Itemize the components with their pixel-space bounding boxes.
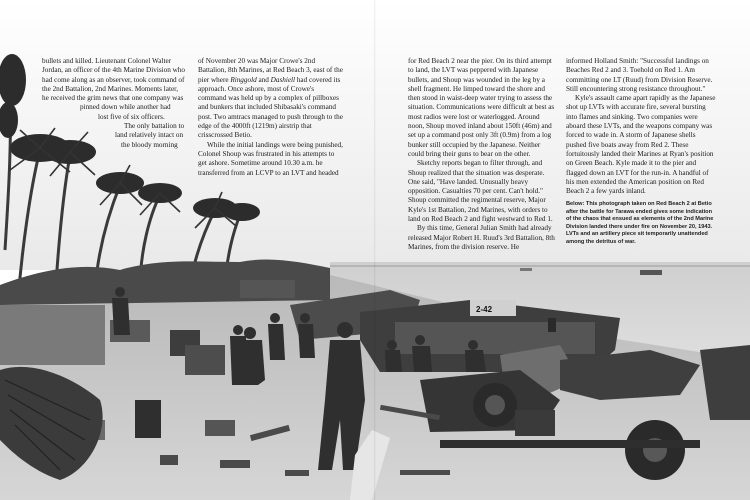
vehicle-marking: 2-42 xyxy=(476,305,493,314)
text-line: bullets and killed. Lieutenant Colonel Walter xyxy=(42,57,172,65)
text-line: the 2nd Battalion, 2nd Marines. Moments later, xyxy=(42,84,179,93)
caption-lead: Below: xyxy=(566,201,585,207)
caption-text: This photograph taken on Red Beach 2 at Betio after the battle for Tarawa ended gives some indication of the chaos that ensued as elements of the 2nd Marine Division landed there under fire on November 20, 1943. LVTs and an artillery piece sit temporarily unattended among the detritus of war. xyxy=(566,201,714,245)
text-column-2 xyxy=(198,57,344,178)
text-column-4 xyxy=(566,57,716,196)
text-column-3 xyxy=(408,57,556,252)
text-line: he received the grim news that one company was xyxy=(42,94,184,103)
paragraph: Sketchy reports began to filter through, and Shoup realized that the situation was desperate. One said, "Have landed. Unusually heavy opposition. Casualties 70 per cent. Can't hold." Shoup committed the regimental reserve, Major Kyle's 1st Battalion, 2nd Marines, with orders to land on Red Beach 2 and fight westward to Red 1. xyxy=(408,159,553,224)
paragraph: for Red Beach 2 near the pier. On its third attempt to land, the LVT was peppered with Japanese bullets, and Shoup was wounded in the leg by a shell fragment. He limped toward the shore and then stood in waist-deep water trying to assess the situation. Communications were difficult at best as most radios were lost or waterlogged. Around noon, Shoup moved inland about 150ft (46m) and set up a command post only 3ft (0.9m) from a log bunker still occupied by the Japanese. Neither could bring their guns to bear on the other. xyxy=(408,57,555,158)
text-column-1 xyxy=(42,57,184,150)
text-line: had come along as an observer, took command of xyxy=(42,75,185,84)
text-line: land relatively intact on xyxy=(115,131,184,140)
text-line: The only battalion to xyxy=(124,122,185,131)
ship-name: Dashiell xyxy=(270,75,296,84)
page-gutter xyxy=(374,0,376,500)
paragraph: Kyle's assault came apart rapidly as the Japanese shot up LVTs with accurate fire, several bursting into flames and sinking. Two companies were aboard these LVTs, and the weapons company was forced to wade in. A storm of Japanese shells pushed five boats away from Red 2. These fortuitously landed their Marines at Ryan's position on Green Beach. Kyle made it to the pier and flagged down an LVT for the run-in. A handful of his men extended the American position on Red Beach 2 a few yards inland. xyxy=(566,94,716,196)
ship-name: Ringgold xyxy=(230,75,257,84)
paragraph: While the initial landings were being punished, Colonel Shoup was frustrated in his attempts to get ashore. Sometime around 10.30 a.m. he transferred from an LCVP to an LVT and headed xyxy=(198,140,343,177)
text-run: and xyxy=(256,75,271,84)
text-line: pinned down while another had xyxy=(80,103,171,112)
paragraph: informed Holland Smith: "Successful landings on Beaches Red 2 and 3. Toehold on Red 1. Am committing one LT (Ruud) from Division Reserve. Still encountering strong resistance throughout." xyxy=(566,57,713,93)
photo-caption xyxy=(566,201,716,247)
text-line: lost five of six officers. xyxy=(98,112,165,121)
text-line: Jordan, an officer of the 4th Marine Division who xyxy=(42,66,185,75)
text-run: had covered its approach. Once ashore, most of Crowe's command was held up by a complex of pillboxes and bunkers that included Shibasaki's command post. Two amtracs managed to push through to the edge of the 4000ft (1219m) airstrip that crisscrossed Betio. xyxy=(198,75,343,140)
paragraph xyxy=(198,57,344,141)
paragraph: By this time, General Julian Smith had already released Major Robert H. Ruud's 3rd Battalion, 8th Marines, from the division reserve. He xyxy=(408,224,555,251)
text-line: the bloody morning xyxy=(121,140,178,149)
text-run: of November 20 was Major Crowe's 2nd Battalion, 8th Marines, at Red Beach 3, east of the pier where xyxy=(198,57,343,84)
